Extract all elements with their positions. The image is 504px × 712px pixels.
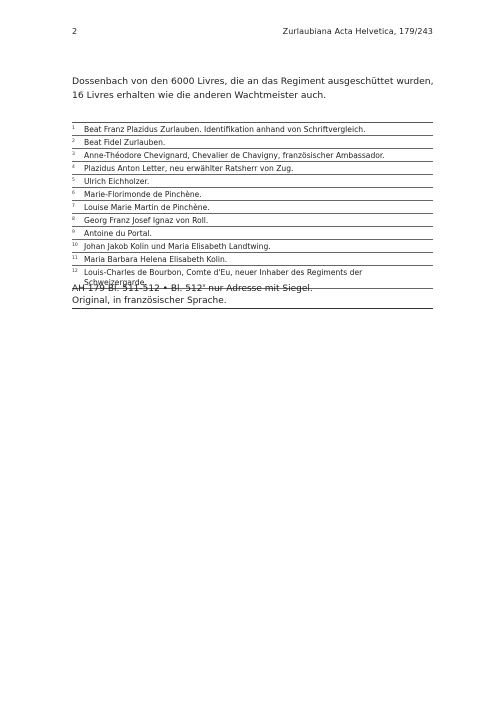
source-information [72,284,433,309]
footnote-number: 11 [72,255,78,261]
footnote-text: Plazidus Anton Letter, neu erwählter Ratsherr von Zug. [84,163,294,173]
source-note: nur Adresse mit Siegel. [205,284,313,294]
footnote [72,175,433,188]
footnote-text-line: Schweizergarde. [84,277,147,287]
footnote-text: Antoine du Portal. [84,228,152,238]
footnote-number: 10 [72,242,78,248]
footnote [72,201,433,214]
source-line: Original, in französischer Sprache. [72,295,227,306]
footnote-number: 9 [72,229,75,235]
footnote-text: Johan Jakob Kolin und Maria Elisabeth Landtwing. [84,241,271,251]
footnotes-list [72,122,433,289]
footnote-text: Louise Marie Martin de Pinchène. [84,202,210,212]
running-title: Zurlaubiana Acta Helvetica, 179/243 [282,27,433,36]
footnote [72,240,433,253]
footnote-number: 4 [72,164,75,170]
footnote-number: 7 [72,203,75,209]
footnote-number: 5 [72,177,75,183]
footnote-number: 12 [72,268,78,274]
footnote-text: Ulrich Eichholzer. [84,176,150,186]
footnote-number: 2 [72,138,75,144]
footnote-text: Anne-Théodore Chevignard, Chevalier de Chavigny, französischer Ambassador. [84,150,385,160]
body-paragraph [72,75,434,104]
footnote [72,214,433,227]
verso-marker: v [202,283,206,289]
footnote [72,136,433,149]
footnote-number: 8 [72,216,75,222]
source-line [72,284,433,296]
footnote [72,253,433,266]
footnote-text: Marie-Florimonde de Pinchène. [84,189,202,199]
body-line: 16 Livres erhalten wie die anderen Wachtmeister auch. [72,90,327,102]
footnote [72,162,433,175]
footnote [72,149,433,162]
page-number: 2 [72,27,78,36]
footnote-number: 3 [72,151,75,157]
footnote [72,188,433,201]
body-line: Dossenbach von den 6000 Livres, die an das Regiment ausgeschüttet wurden, [72,76,434,87]
source-reference: AH 179 Bl. 511-512 • Bl. 512 [72,284,203,294]
footnote-number: 1 [72,125,75,131]
footnote-number: 6 [72,190,75,196]
footnote [72,123,433,136]
footnote [72,227,433,240]
footnote-text: Beat Fidel Zurlauben. [84,137,166,147]
footnote-text-line: Louis-Charles de Bourbon, Comte d'Eu, neuer Inhaber des Regiments der [84,267,363,277]
footnote-text: Georg Franz Josef Ignaz von Roll. [84,215,209,225]
footnote-text: Beat Franz Plazidus Zurlauben. Identifikation anhand von Schriftvergleich. [84,124,366,134]
footnote-text: Maria Barbara Helena Elisabeth Kolin. [84,254,228,264]
